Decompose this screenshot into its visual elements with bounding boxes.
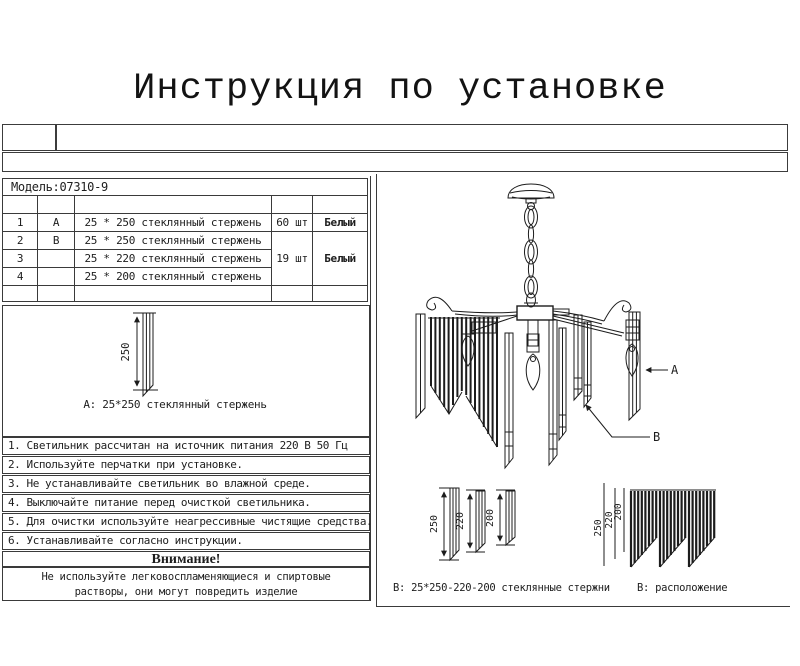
qty-merged-cell: 19 шт	[272, 232, 313, 286]
color-merged-cell: Белый	[313, 232, 368, 286]
header-band	[2, 152, 788, 172]
table-row: 4 25 * 200 стеклянный стержень	[3, 268, 368, 286]
hanging-chain	[524, 206, 538, 307]
rod-a-diagram	[2, 306, 370, 434]
warning-text	[2, 567, 370, 601]
header-cell-small	[2, 124, 56, 151]
right-panel-left-border	[376, 174, 377, 607]
warning-title: Внимание!	[2, 551, 370, 567]
arrangement-caption: B: расположение	[637, 582, 728, 594]
instruction-item: 1. Светильник рассчитан на источник питания 220 В 50 Гц	[2, 437, 370, 455]
table-row	[3, 286, 368, 302]
rod-b-dim-220: 220	[455, 511, 466, 531]
warning-line-1: Не используйте легковоспламеняющиеся и спиртовые	[41, 571, 331, 583]
page-title: Инструкция по установке	[133, 68, 667, 110]
label-b: B	[653, 430, 661, 444]
rods-b-diagram	[429, 488, 515, 560]
arr-dim-220: 220	[604, 511, 615, 529]
rod-a-caption: A: 25*250 стеклянный стержень	[83, 398, 267, 411]
instruction-item: 6. Устанавливайте согласно инструкции.	[2, 532, 370, 550]
table-row	[3, 196, 368, 214]
label-a: A	[671, 363, 679, 377]
parts-table	[2, 178, 368, 302]
warning-line-2: растворы, они могут повредить изделие	[74, 586, 298, 598]
rod-b-dim-200: 200	[485, 508, 496, 528]
rod-a-dim-label: 250	[120, 342, 132, 362]
table-row: 1 A 25 * 250 стеклянный стержень 60 шт Белый	[3, 214, 368, 232]
glass-rod-cluster	[428, 317, 500, 447]
instruction-item: 3. Не устанавливайте светильник во влажной среде.	[2, 475, 370, 493]
left-panel-right-border	[370, 176, 371, 601]
arr-dim-250: 250	[593, 519, 604, 537]
arrangement-diagram	[593, 483, 716, 567]
arr-dim-200: 200	[613, 503, 624, 521]
table-row: 3 25 * 220 стеклянный стержень	[3, 250, 368, 268]
rod-b-dim-250: 250	[429, 514, 440, 534]
model-cell: Модель:07310-9	[3, 179, 368, 196]
header-cell-wide	[56, 124, 788, 151]
instruction-item: 4. Выключайте питание перед очисткой светильника.	[2, 494, 370, 512]
instruction-item: 2. Используйте перчатки при установке.	[2, 456, 370, 474]
instruction-item: 5. Для очистки используйте неагрессивные чистящие средства.	[2, 513, 370, 531]
rods-b-caption: B: 25*250-220-200 стеклянные стержни	[393, 582, 610, 594]
chandelier-drawing	[378, 175, 790, 610]
table-row: 2 B 25 * 250 стеклянный стержень 19 шт Белый	[3, 232, 368, 250]
